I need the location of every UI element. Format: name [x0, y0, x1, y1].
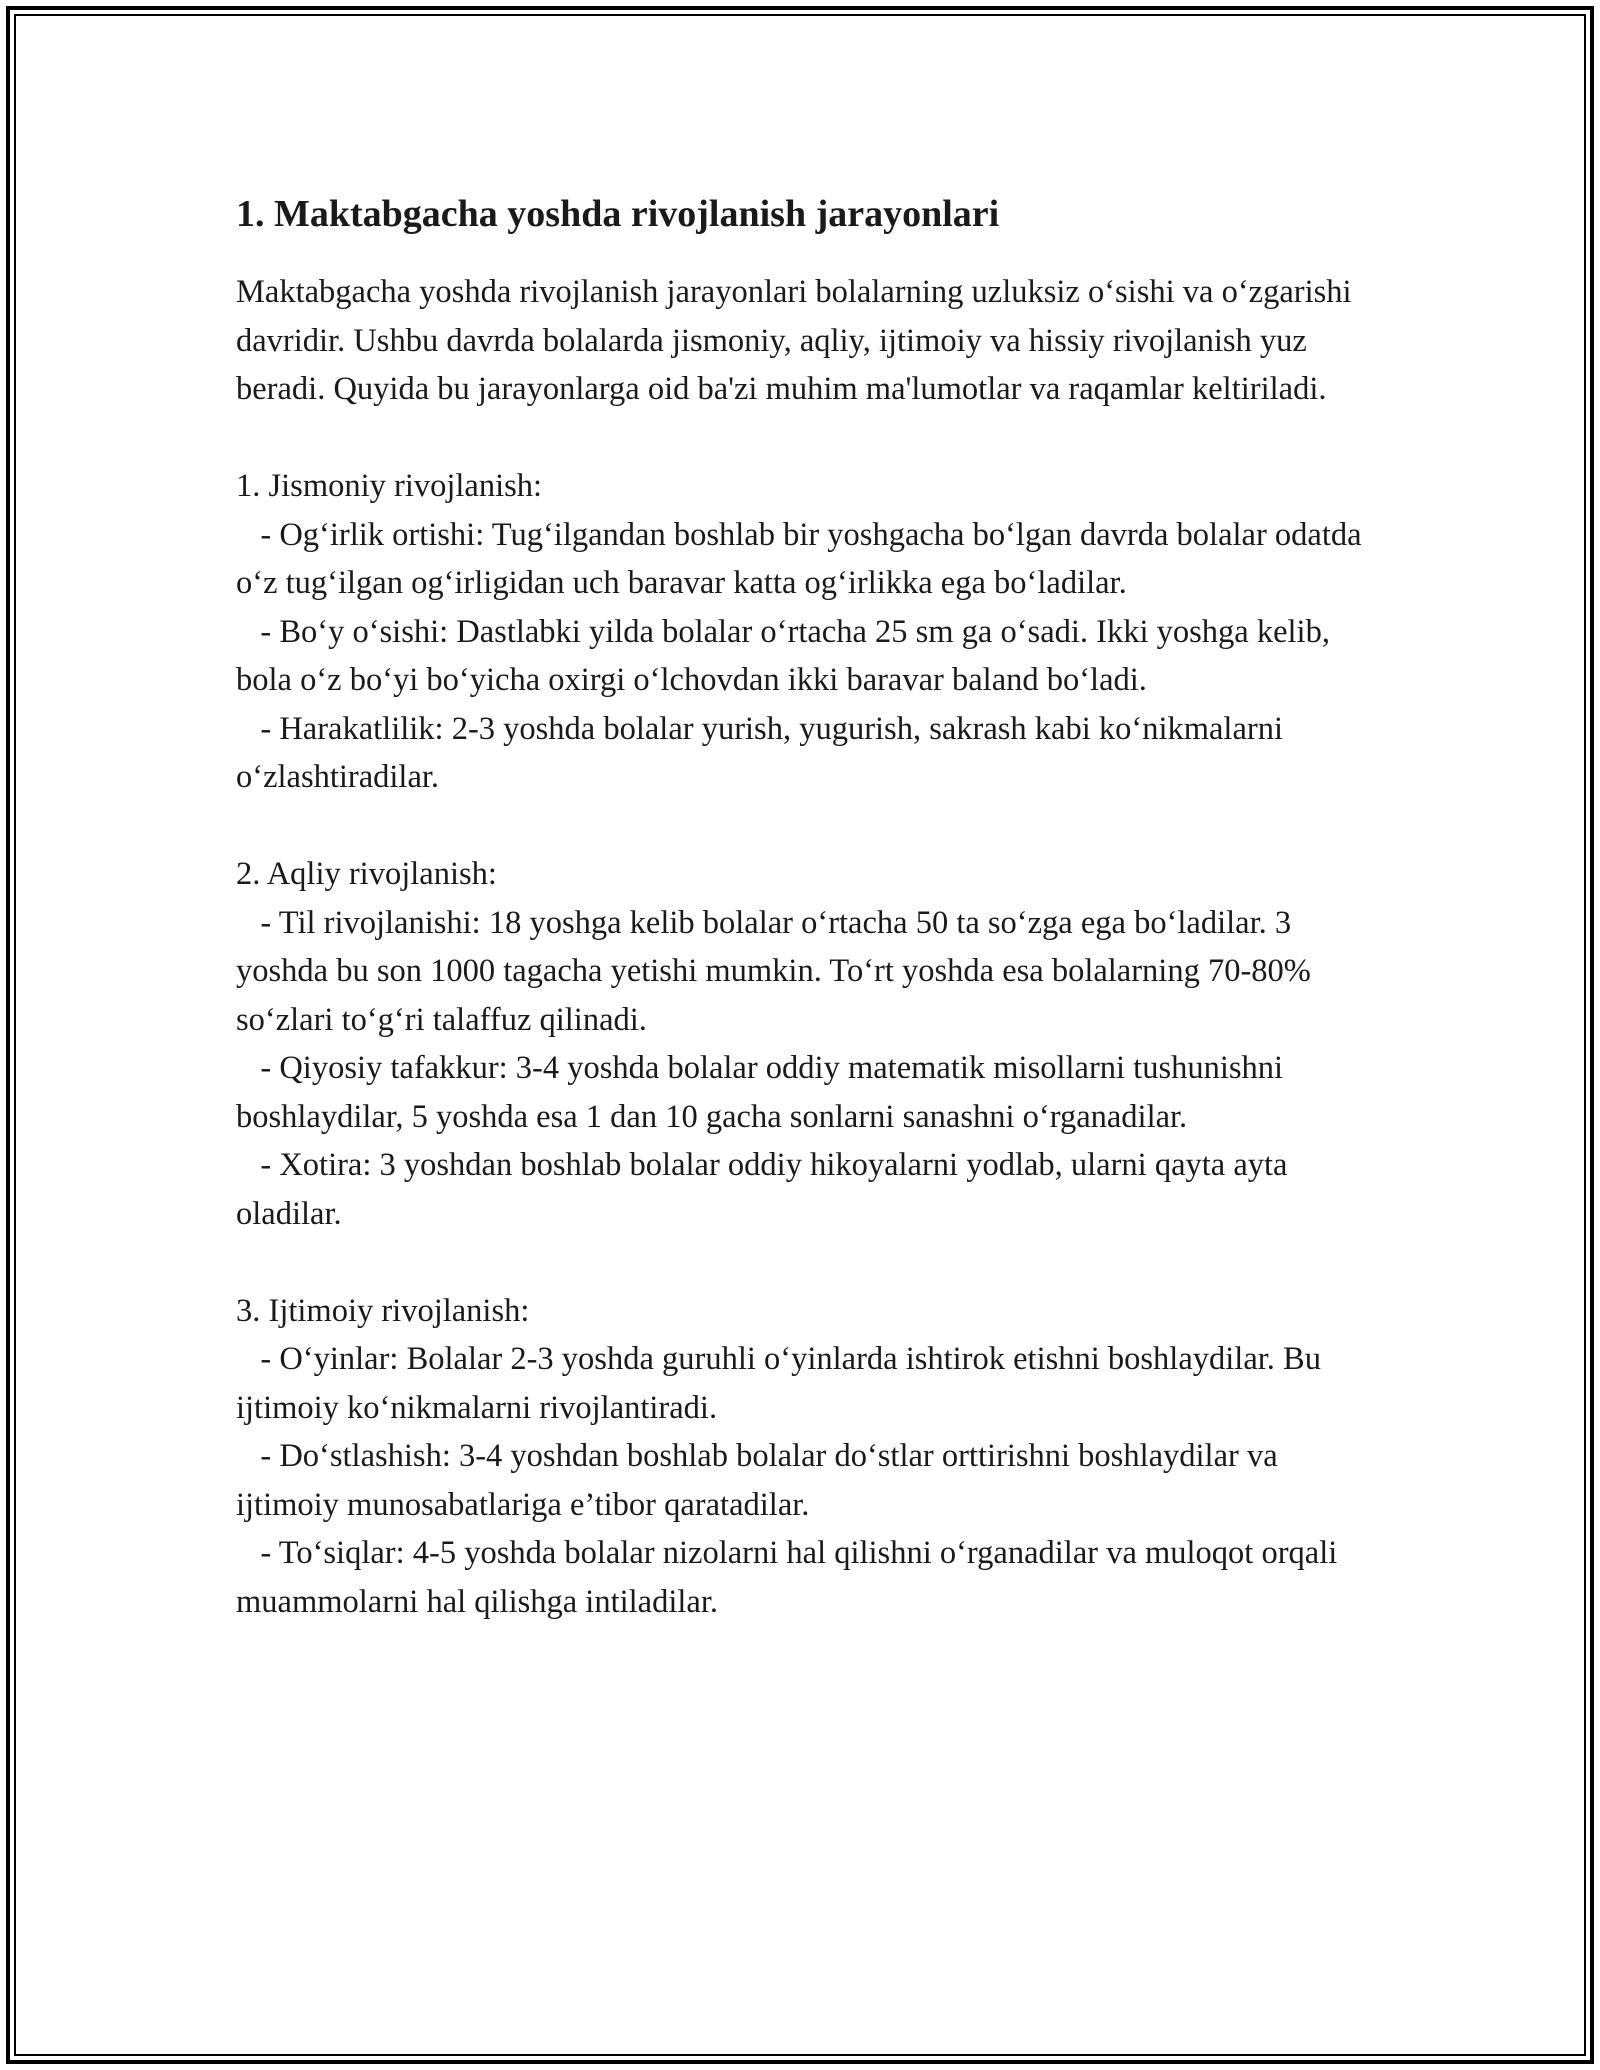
list-item: - To‘siqlar: 4-5 yoshda bolalar nizolarni hal qilishni o‘rganadilar va muloqot orqali muammolarni hal qilishga intiladilar. [236, 1535, 1338, 1620]
document-body [236, 186, 1386, 1626]
section-heading: 2. Aqliy rivojlanish: [236, 856, 497, 892]
intro-paragraph: Maktabgacha yoshda rivojlanish jarayonlari bolalarning uzluksiz o‘sishi va o‘zgarishi davridir. Ushbu davrda bolalarda jismoniy, aqliy, ijtimoiy va hissiy rivojlanish yuz beradi. Quyida bu jarayonlarga oid ba'zi muhim ma'lumotlar va raqamlar keltiriladi. [236, 274, 1352, 407]
section-heading: 3. Ijtimoiy rivojlanish: [236, 1292, 530, 1329]
list-item: - Qiyosiy tafakkur: 3-4 yoshda bolalar oddiy matematik misollarni tushunishni boshlaydilar, 5 yoshda esa 1 dan 10 gacha sonlarni sanashni o‘rganadilar. [236, 1050, 1284, 1135]
list-item: - Harakatlilik: 2-3 yoshda bolalar yurish, yugurish, sakrash kabi ko‘nikmalarni o‘zlashtiradilar. [236, 710, 1283, 795]
document-title: 1. Maktabgacha yoshda rivojlanish jarayonlari [236, 193, 1000, 235]
list-item: - Do‘stlashish: 3-4 yoshdan boshlab bolalar do‘stlar orttirishni boshlaydilar va ijtimoiy munosabatlariga e’tibor qaratadilar. [236, 1438, 1278, 1523]
list-item: - Xotira: 3 yoshdan boshlab bolalar oddiy hikoyalarni yodlab, ularni qayta ayta oladilar. [236, 1147, 1288, 1232]
spacer [236, 802, 1386, 851]
section-aqliy [236, 850, 1386, 1238]
section-heading: 1. Jismoniy rivojlanish: [236, 468, 543, 504]
spacer [236, 414, 1386, 463]
list-item: - Bo‘y o‘sishi: Dastlabki yilda bolalar o‘rtacha 25 sm ga o‘sadi. Ikki yoshga kelib, bola o‘z bo‘yi bo‘yicha oxirgi o‘lchovdan ikki baravar baland bo‘ladi. [236, 613, 1330, 698]
section-ijtimoiy [236, 1287, 1386, 1627]
list-item: - Og‘irlik ortishi: Tug‘ilgandan boshlab bir yoshgacha bo‘lgan davrda bolalar odatda o‘z tug‘ilgan og‘irligidan uch baravar katta og‘irlikka ega bo‘ladilar. [236, 516, 1362, 601]
section-jismoniy [236, 462, 1386, 802]
list-item: - Til rivojlanishi: 18 yoshga kelib bolalar o‘rtacha 50 ta so‘zga ega bo‘ladilar. 3 yoshda bu son 1000 tagacha yetishi mumkin. To‘rt yoshda esa bolalarning 70-80% so‘zlari to‘g‘ri talaffuz qilinadi. [236, 904, 1311, 1038]
spacer [236, 1238, 1386, 1287]
list-item: - O‘yinlar: Bolalar 2-3 yoshda guruhli o‘yinlarda ishtirok etishni boshlaydilar. Bu ijtimoiy ko‘nikmalarni rivojlantiradi. [236, 1341, 1321, 1426]
